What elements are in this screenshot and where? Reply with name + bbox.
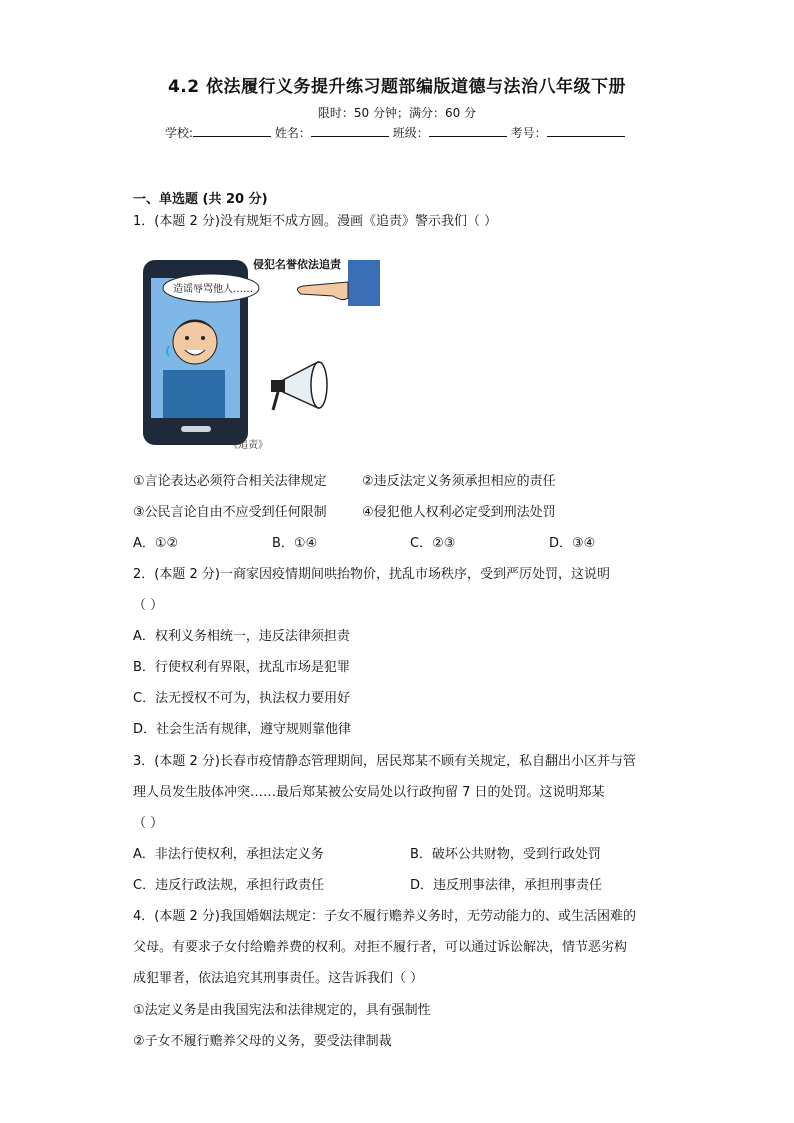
cartoon-image [133, 250, 383, 450]
q1-statement-3: ③公民言论自由不应受到任何限制 [133, 505, 327, 520]
school-blank[interactable] [193, 124, 271, 137]
q2-option-a[interactable]: A．权利义务相统一，违反法律须担责 [133, 629, 350, 644]
q2-stem-line2: （ ） [133, 598, 164, 613]
q1-option-c[interactable]: C．②③ [410, 536, 456, 551]
q4-stem-line2: 父母。有要求子女付给赡养费的权利。对拒不履行者，可以通过诉讼解决，情节恶劣构 [133, 940, 628, 955]
q4-stem-line3: 成犯罪者，依法追究其刑事责任。这告诉我们（ ） [133, 971, 424, 986]
q3-option-c[interactable]: C．违反行政法规，承担行政责任 [133, 878, 325, 893]
q2-option-b[interactable]: B．行使权利有界限，扰乱市场是犯罪 [133, 660, 350, 675]
q4-statement-1: ①法定义务是由我国宪法和法律规定的，具有强制性 [133, 1003, 431, 1018]
name-label: 姓名： [274, 126, 311, 140]
class-blank[interactable] [429, 124, 507, 137]
exam-no-blank[interactable] [547, 124, 625, 137]
q4-stem-line1: 4．(本题 2 分)我国婚姻法规定：子女不履行赡养义务时，无劳动能力的、或生活困难的 [133, 909, 636, 924]
q2-stem-line1: 2．(本题 2 分)一商家因疫情期间哄抬物价，扰乱市场秩序，受到严厉处罚，这说明 [133, 567, 610, 582]
cartoon-caption: 《追责》 [228, 440, 268, 450]
q1-option-d[interactable]: D．③④ [549, 536, 596, 551]
q3-option-b[interactable]: B．破坏公共财物，受到行政处罚 [410, 847, 601, 862]
q1-option-a[interactable]: A．①② [133, 536, 179, 551]
section-title: 一、单选题 (共 20 分) [133, 192, 268, 207]
q3-stem-line3: （ ） [133, 816, 164, 831]
q3-stem-line1: 3．(本题 2 分)长春市疫情静态管理期间，居民郑某不顾有关规定，私自翻出小区并与管 [133, 754, 636, 769]
student-info-fields [165, 124, 625, 141]
page-title: 4.2 依法履行义务提升练习题部编版道德与法治八年级下册 [167, 77, 627, 97]
q2-option-c[interactable]: C．法无授权不可为，执法权力要用好 [133, 691, 351, 706]
q1-statement-1: ①言论表达必须符合相关法律规定 [133, 474, 327, 489]
q1-statement-4: ④侵犯他人权利必定受到刑法处罚 [362, 505, 556, 520]
cartoon-banner-text: 侵犯名誉依法追责 [253, 258, 341, 271]
name-blank[interactable] [311, 124, 389, 137]
q2-option-d[interactable]: D．社会生活有规律，遵守规则靠他律 [133, 722, 352, 737]
q3-stem-line2: 理人员发生肢体冲突……最后郑某被公安局处以行政拘留 7 日的处罚。这说明郑某 [133, 785, 605, 800]
q1-option-b[interactable]: B．①④ [272, 536, 318, 551]
q1-stem: 1．(本题 2 分)没有规矩不成方圆。漫画《追责》警示我们（ ） [133, 214, 498, 229]
q3-option-d[interactable]: D．违反刑事法律，承担刑事责任 [410, 878, 603, 893]
school-label: 学校: [165, 126, 194, 140]
q1-statement-2: ②违反法定义务须承担相应的责任 [362, 474, 556, 489]
time-info: 限时：50 分钟；满分：60 分 [317, 106, 477, 120]
q3-option-a[interactable]: A．非法行使权利，承担法定义务 [133, 847, 324, 862]
class-label: 班级： [392, 126, 429, 140]
q4-statement-2: ②子女不履行赡养父母的义务，要受法律制裁 [133, 1034, 392, 1049]
cartoon-bubble-text: 造谣辱骂他人…… [173, 284, 253, 295]
exam-no-label: 考号： [510, 126, 547, 140]
